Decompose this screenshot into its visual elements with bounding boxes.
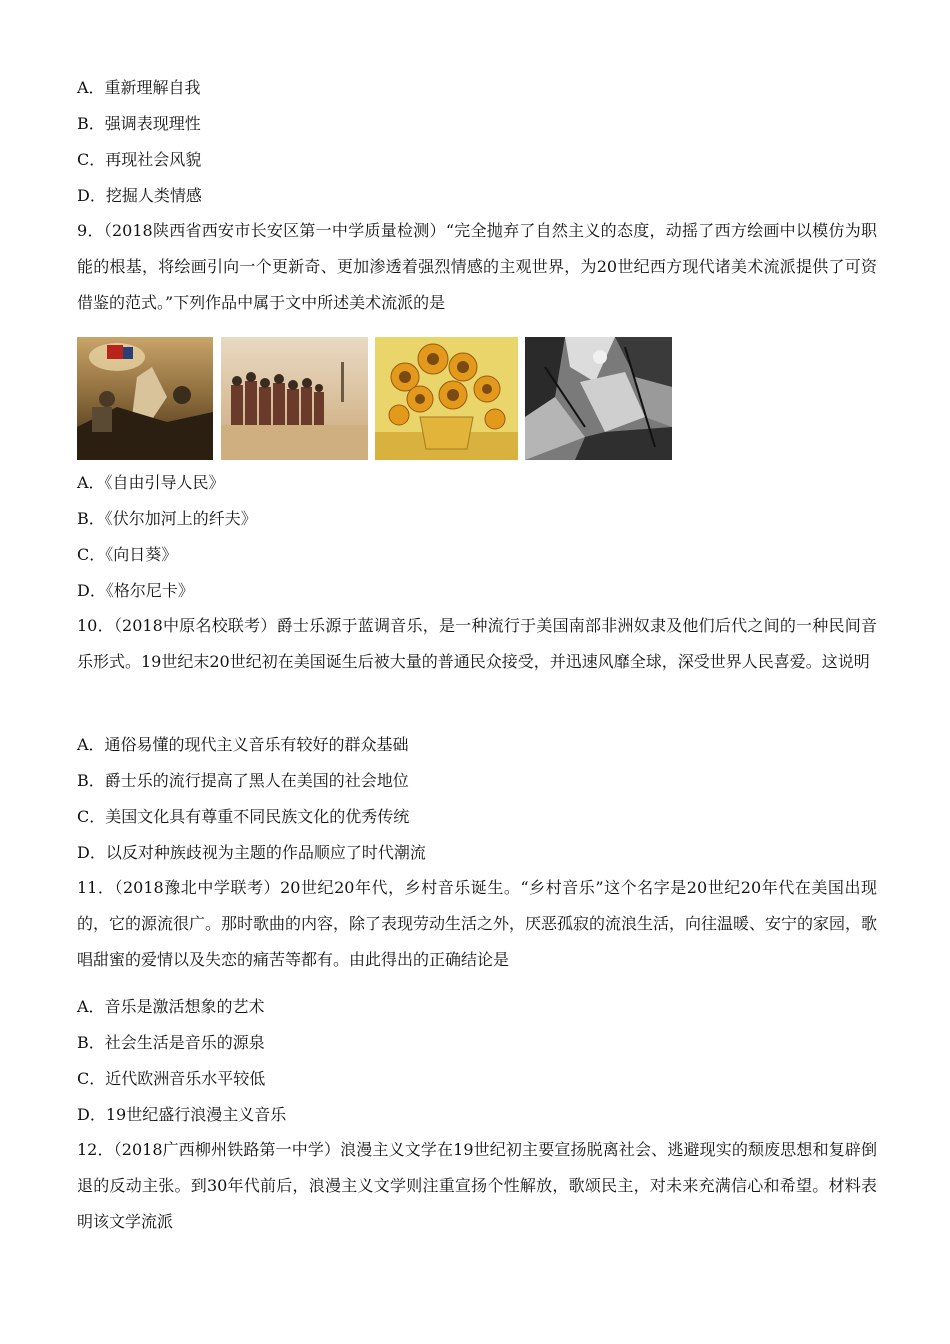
q9-option-a: A．《自由引导人民》 [77, 473, 225, 492]
q9-stem: 9．（2018陕西省西安市长安区第一中学质量检测）“完全抛弃了自然主义的态度，动摇了西方绘画中以模仿为职能的根基，将绘画引向一个更新奇、更加渗透着强烈情感的主观世界，为20世纪西方现代诸美术流派提供了可资借鉴的范式。”下列作品中属于文中所述美术流派的是 [77, 221, 877, 312]
q11-option-b: B．社会生活是音乐的源泉 [77, 1033, 265, 1052]
painting-barge-haulers-volga [221, 337, 368, 460]
q11-option-c: C．近代欧洲音乐水平较低 [77, 1069, 266, 1088]
painting-guernica [525, 337, 672, 460]
painting-sunflowers [375, 337, 518, 460]
q10-option-a: A．通俗易懂的现代主义音乐有较好的群众基础 [77, 735, 409, 754]
q8-option-d: D．挖掘人类情感 [77, 186, 202, 205]
q9-option-d: D．《格尔尼卡》 [77, 581, 194, 600]
painting-liberty-leading-the-people [77, 337, 213, 460]
q9-option-b: B．《伏尔加河上的纤夫》 [77, 509, 257, 528]
q12-stem: 12．（2018广西柳州铁路第一中学）浪漫主义文学在19世纪初主要宣扬脱离社会、逃避现实的颓废思想和复辟倒退的反动主张。到30年代前后，浪漫主义文学则注重宣扬个性解放，歌颂民主，对未来充满信心和希望。材料表明该文学流派 [77, 1140, 877, 1231]
q11-stem: 11．（2018豫北中学联考）20世纪20年代，乡村音乐诞生。“乡村音乐”这个名字是20世纪20年代在美国出现的，它的源流很广。那时歌曲的内容，除了表现劳动生活之外，厌恶孤寂的流浪生活，向往温暖、安宁的家园，歌唱甜蜜的爱情以及失恋的痛苦等都有。由此得出的正确结论是 [77, 878, 878, 969]
q11-option-a: A．音乐是激活想象的艺术 [77, 997, 265, 1016]
q8-option-b: B．强调表现理性 [77, 114, 201, 133]
q11-option-d: D．19世纪盛行浪漫主义音乐 [77, 1105, 287, 1124]
q9-option-c: C．《向日葵》 [77, 545, 178, 564]
q10-option-c: C．美国文化具有尊重不同民族文化的优秀传统 [77, 807, 410, 826]
q10-option-d: D．以反对种族歧视为主题的作品顺应了时代潮流 [77, 843, 426, 862]
q8-option-a: A．重新理解自我 [77, 78, 201, 97]
q8-option-c: C．再现社会风貌 [77, 150, 202, 169]
q10-stem: 10．（2018中原名校联考）爵士乐源于蓝调音乐，是一种流行于美国南部非洲奴隶及他们后代之间的一种民间音乐形式。19世纪末20世纪初在美国诞生后被大量的普通民众接受，并迅速风靡全球，深受世界人民喜爱。这说明 [77, 616, 877, 671]
q10-option-b: B．爵士乐的流行提高了黑人在美国的社会地位 [77, 771, 409, 790]
